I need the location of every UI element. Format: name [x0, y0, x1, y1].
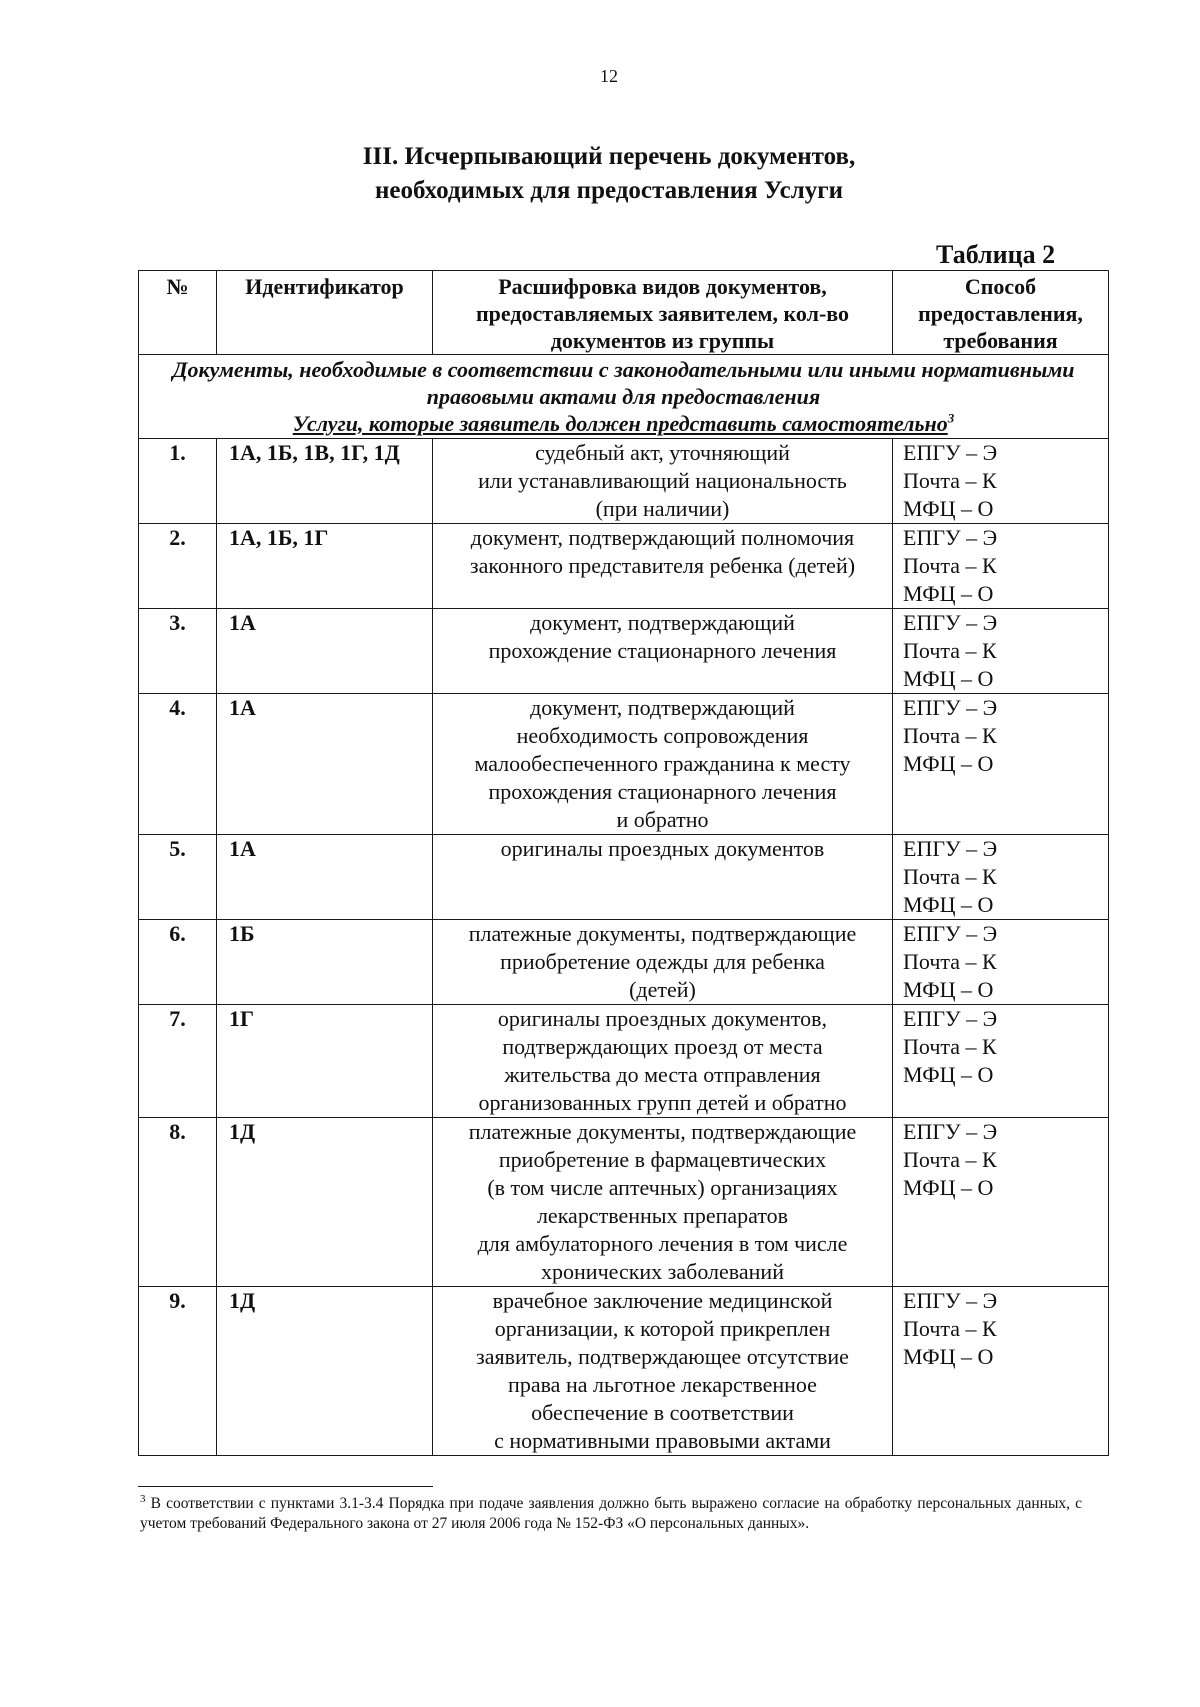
row-identifier: 1А	[217, 694, 433, 835]
row-method: ЕПГУ – Э Почта – К МФЦ – О	[893, 1287, 1109, 1456]
row-method: ЕПГУ – Э Почта – К МФЦ – О	[893, 1005, 1109, 1118]
documents-table	[138, 270, 1109, 1456]
table-row	[139, 439, 1109, 524]
table-label: Таблица 2	[936, 240, 1056, 269]
row-number: 9.	[139, 1287, 217, 1456]
section-title-line-2: необходимых для предоставления Услуги	[375, 177, 843, 204]
row-method: ЕПГУ – Э Почта – К МФЦ – О	[893, 694, 1109, 835]
row-identifier: 1Д	[217, 1287, 433, 1456]
row-identifier: 1Д	[217, 1118, 433, 1287]
table-row	[139, 1287, 1109, 1456]
row-method: ЕПГУ – Э Почта – К МФЦ – О	[893, 524, 1109, 609]
row-number: 6.	[139, 920, 217, 1005]
row-description: документ, подтверждающий полномочия законного представителя ребенка (детей)	[433, 524, 893, 609]
row-number: 8.	[139, 1118, 217, 1287]
row-number: 5.	[139, 835, 217, 920]
row-description: документ, подтверждающий прохождение стационарного лечения	[433, 609, 893, 694]
footnote-mark: 3	[140, 1492, 146, 1505]
row-number: 3.	[139, 609, 217, 694]
row-description: платежные документы, подтверждающие приобретение в фармацевтических (в том числе аптечных) организациях лекарственных препаратов для амбулаторного лечения в том числе хронических заболеваний	[433, 1118, 893, 1287]
row-identifier: 1А	[217, 835, 433, 920]
row-number: 4.	[139, 694, 217, 835]
row-number: 1.	[139, 439, 217, 524]
row-number: 2.	[139, 524, 217, 609]
row-description: платежные документы, подтверждающие приобретение одежды для ребенка (детей)	[433, 920, 893, 1005]
row-description: оригиналы проездных документов, подтверждающих проезд от места жительства до места отправления организованных групп детей и обратно	[433, 1005, 893, 1118]
row-description: документ, подтверждающий необходимость сопровождения малообеспеченного гражданина к месту прохождения стационарного лечения и обратно	[433, 694, 893, 835]
section-title-line-1: III. Исчерпывающий перечень документов,	[362, 143, 856, 170]
header-identifier: Идентификатор	[217, 271, 433, 355]
footnote-divider	[138, 1486, 433, 1487]
row-identifier: 1Б	[217, 920, 433, 1005]
row-method: ЕПГУ – Э Почта – К МФЦ – О	[893, 439, 1109, 524]
row-description: оригиналы проездных документов	[433, 835, 893, 920]
row-description: врачебное заключение медицинской организации, к которой прикреплен заявитель, подтверждающее отсутствие права на льготное лекарственное обеспечение в соответствии с нормативными правовыми актами	[433, 1287, 893, 1456]
section-heading-line-1: Документы, необходимые в соответствии с законодательными или иными нормативными правовыми актами для предоставления	[172, 357, 1075, 409]
header-number: №	[139, 271, 217, 355]
row-description: судебный акт, уточняющий или устанавливающий национальность (при наличии)	[433, 439, 893, 524]
table-row	[139, 609, 1109, 694]
page-number: 12	[600, 66, 618, 86]
section-title	[0, 140, 1200, 208]
row-identifier: 1А, 1Б, 1В, 1Г, 1Д	[217, 439, 433, 524]
footnote	[140, 1494, 1082, 1534]
table-section-heading-row	[139, 355, 1109, 439]
row-method: ЕПГУ – Э Почта – К МФЦ – О	[893, 920, 1109, 1005]
table-row	[139, 694, 1109, 835]
row-method: ЕПГУ – Э Почта – К МФЦ – О	[893, 835, 1109, 920]
table-row	[139, 1118, 1109, 1287]
row-identifier: 1А	[217, 609, 433, 694]
row-method: ЕПГУ – Э Почта – К МФЦ – О	[893, 609, 1109, 694]
section-heading-footnote-mark: 3	[947, 410, 955, 426]
row-identifier: 1Г	[217, 1005, 433, 1118]
table-header-row	[139, 271, 1109, 355]
header-description: Расшифровка видов документов, предоставляемых заявителем, кол-во документов из группы	[433, 271, 893, 355]
row-identifier: 1А, 1Б, 1Г	[217, 524, 433, 609]
footnote-text: В соответствии с пунктами 3.1-3.4 Порядка при подаче заявления должно быть выражено согласие на обработку персональных данных, с учетом требований Федерального закона от 27 июля 2006 года № 152-ФЗ «О персональных данных».	[140, 1495, 1082, 1532]
row-method: ЕПГУ – Э Почта – К МФЦ – О	[893, 1118, 1109, 1287]
table-row	[139, 835, 1109, 920]
table-row	[139, 1005, 1109, 1118]
table-row	[139, 920, 1109, 1005]
row-number: 7.	[139, 1005, 217, 1118]
header-method: Способ предоставления, требования	[893, 271, 1109, 355]
table-row	[139, 524, 1109, 609]
section-heading-line-2: Услуги, которые заявитель должен представить самостоятельно	[292, 411, 948, 436]
table-section-heading	[139, 355, 1109, 439]
